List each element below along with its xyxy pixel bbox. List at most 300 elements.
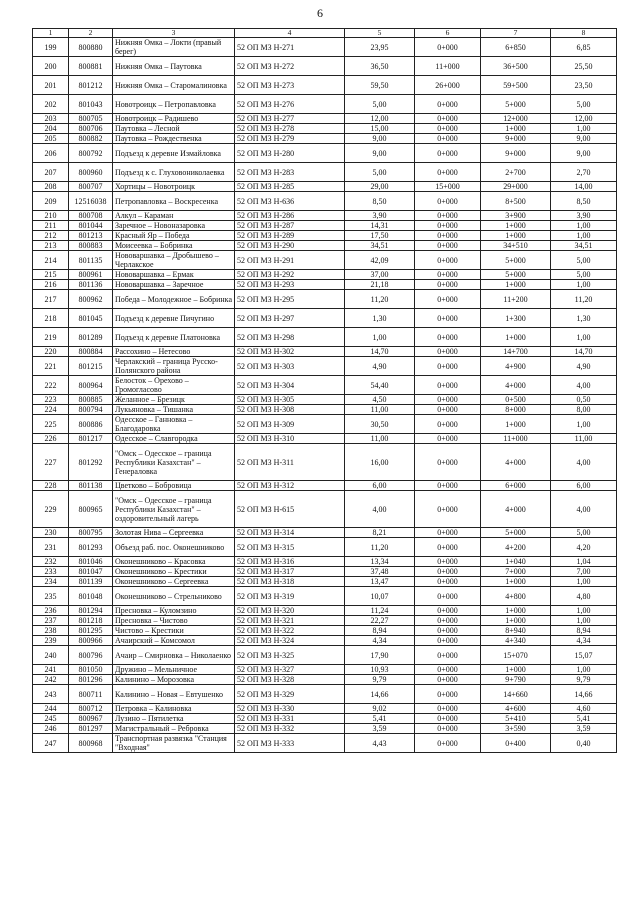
road-code: 52 ОП МЗ Н-318: [235, 577, 345, 587]
road-name: Магистральный – Ребровка: [113, 724, 235, 734]
road-id: 801045: [69, 309, 113, 328]
row-index: 208: [33, 182, 69, 192]
segment-length: 0,50: [551, 395, 617, 405]
road-code: 52 ОП МЗ Н-325: [235, 646, 345, 665]
road-id: 800711: [69, 685, 113, 704]
end-km: 1+000: [481, 616, 551, 626]
row-index: 215: [33, 270, 69, 280]
row-index: 242: [33, 675, 69, 685]
end-km: 4+200: [481, 538, 551, 557]
total-length: 8,21: [345, 528, 415, 538]
road-id: 801046: [69, 557, 113, 567]
road-id: 800706: [69, 124, 113, 134]
table-row: [33, 734, 617, 753]
segment-length: 1,30: [551, 309, 617, 328]
road-name: Золотая Нива – Сергеевка: [113, 528, 235, 538]
end-km: 14+660: [481, 685, 551, 704]
road-code: 52 ОП МЗ Н-315: [235, 538, 345, 557]
road-id: 801212: [69, 76, 113, 95]
end-km: 4+600: [481, 704, 551, 714]
segment-length: 4,00: [551, 444, 617, 481]
road-name: Паутовка – Лесной: [113, 124, 235, 134]
road-name: Заречное – Новоназаровка: [113, 221, 235, 231]
row-index: 212: [33, 231, 69, 241]
row-index: 217: [33, 290, 69, 309]
row-index: 228: [33, 481, 69, 491]
start-km: 0+000: [415, 577, 481, 587]
road-id: 800712: [69, 704, 113, 714]
segment-length: 14,00: [551, 182, 617, 192]
total-length: 22,27: [345, 616, 415, 626]
row-index: 211: [33, 221, 69, 231]
road-id: 801138: [69, 481, 113, 491]
total-length: 17,90: [345, 646, 415, 665]
row-index: 202: [33, 95, 69, 114]
start-km: 11+000: [415, 57, 481, 76]
road-name: Моисеевка – Бобринка: [113, 241, 235, 251]
road-id: 801289: [69, 328, 113, 347]
road-id: 801136: [69, 280, 113, 290]
road-code: 52 ОП МЗ Н-273: [235, 76, 345, 95]
end-km: 4+000: [481, 376, 551, 395]
road-name: Оконешниково – Крестики: [113, 567, 235, 577]
road-code: 52 ОП МЗ Н-329: [235, 685, 345, 704]
row-index: 226: [33, 434, 69, 444]
end-km: 4+800: [481, 587, 551, 606]
start-km: 0+000: [415, 675, 481, 685]
road-id: 800881: [69, 57, 113, 76]
road-name: Рассохино – Нетесово: [113, 347, 235, 357]
table-row: [33, 587, 617, 606]
road-name: "Омск – Одесское – граница Республики Казахстан" – Генераловка: [113, 444, 235, 481]
table-row: [33, 704, 617, 714]
road-id: 801217: [69, 434, 113, 444]
road-code: 52 ОП МЗ Н-290: [235, 241, 345, 251]
end-km: 5+000: [481, 270, 551, 280]
road-id: 800885: [69, 395, 113, 405]
end-km: 7+000: [481, 567, 551, 577]
table-row: [33, 134, 617, 144]
segment-length: 8,94: [551, 626, 617, 636]
table-row: [33, 182, 617, 192]
segment-length: 4,00: [551, 376, 617, 395]
end-km: 1+000: [481, 577, 551, 587]
road-name: Одесское – Ганновка – Благодаровка: [113, 415, 235, 434]
table-row: [33, 309, 617, 328]
road-code: 52 ОП МЗ Н-289: [235, 231, 345, 241]
start-km: 0+000: [415, 528, 481, 538]
road-name: Чистово – Крестики: [113, 626, 235, 636]
segment-length: 1,00: [551, 415, 617, 434]
row-index: 235: [33, 587, 69, 606]
row-index: 224: [33, 405, 69, 415]
row-index: 234: [33, 577, 69, 587]
road-name: Паутовка – Рождественка: [113, 134, 235, 144]
total-length: 13,34: [345, 557, 415, 567]
road-code: 52 ОП МЗ Н-314: [235, 528, 345, 538]
road-id: 800961: [69, 270, 113, 280]
table-row: [33, 144, 617, 163]
total-length: 30,50: [345, 415, 415, 434]
road-name: Лузино – Пятилетка: [113, 714, 235, 724]
road-name: Нижняя Омка – Локти (правый берег): [113, 38, 235, 57]
total-length: 14,70: [345, 347, 415, 357]
start-km: 0+000: [415, 376, 481, 395]
road-name: Калинино – Новая – Евтушенко: [113, 685, 235, 704]
road-code: 52 ОП МЗ Н-328: [235, 675, 345, 685]
column-number-row: [33, 29, 617, 38]
road-code: 52 ОП МЗ Н-287: [235, 221, 345, 231]
column-header-5: 5: [345, 29, 415, 38]
road-id: 800792: [69, 144, 113, 163]
road-code: 52 ОП МЗ Н-305: [235, 395, 345, 405]
row-index: 221: [33, 357, 69, 376]
road-id: 800880: [69, 38, 113, 57]
road-name: Калинино – Морозовка: [113, 675, 235, 685]
road-id: 800886: [69, 415, 113, 434]
segment-length: 5,00: [551, 251, 617, 270]
row-index: 222: [33, 376, 69, 395]
segment-length: 1,00: [551, 328, 617, 347]
end-km: 4+340: [481, 636, 551, 646]
road-id: 801044: [69, 221, 113, 231]
road-code: 52 ОП МЗ Н-295: [235, 290, 345, 309]
column-header-4: 4: [235, 29, 345, 38]
road-name: Подъезд к деревне Измайловка: [113, 144, 235, 163]
total-length: 42,09: [345, 251, 415, 270]
total-length: 1,30: [345, 309, 415, 328]
total-length: 23,95: [345, 38, 415, 57]
segment-length: 2,70: [551, 163, 617, 182]
table-row: [33, 685, 617, 704]
end-km: 1+000: [481, 328, 551, 347]
total-length: 37,48: [345, 567, 415, 577]
segment-length: 12,00: [551, 114, 617, 124]
start-km: 0+000: [415, 444, 481, 481]
row-index: 241: [33, 665, 69, 675]
road-code: 52 ОП МЗ Н-321: [235, 616, 345, 626]
road-code: 52 ОП МЗ Н-280: [235, 144, 345, 163]
road-id: 800705: [69, 114, 113, 124]
road-name: "Омск – Одесское – граница Республики Казахстан" – оздоровительный лагерь: [113, 491, 235, 528]
row-index: 218: [33, 309, 69, 328]
end-km: 34+510: [481, 241, 551, 251]
end-km: 9+000: [481, 144, 551, 163]
start-km: 0+000: [415, 231, 481, 241]
end-km: 4+900: [481, 357, 551, 376]
column-header-3: 3: [113, 29, 235, 38]
road-id: 12516038: [69, 192, 113, 211]
total-length: 5,41: [345, 714, 415, 724]
segment-length: 8,50: [551, 192, 617, 211]
segment-length: 9,79: [551, 675, 617, 685]
road-code: 52 ОП МЗ Н-271: [235, 38, 345, 57]
table-row: [33, 124, 617, 134]
row-index: 233: [33, 567, 69, 577]
segment-length: 9,00: [551, 144, 617, 163]
total-length: 3,59: [345, 724, 415, 734]
road-id: 801296: [69, 675, 113, 685]
road-code: 52 ОП МЗ Н-285: [235, 182, 345, 192]
segment-length: 23,50: [551, 76, 617, 95]
table-row: [33, 557, 617, 567]
table-row: [33, 405, 617, 415]
total-length: 13,47: [345, 577, 415, 587]
segment-length: 4,80: [551, 587, 617, 606]
table-row: [33, 616, 617, 626]
end-km: 6+000: [481, 481, 551, 491]
segment-length: 4,60: [551, 704, 617, 714]
table-row: [33, 636, 617, 646]
table-row: [33, 57, 617, 76]
road-name: Нововаршавка – Дробышево – Черлакское: [113, 251, 235, 270]
segment-length: 5,41: [551, 714, 617, 724]
table-row: [33, 328, 617, 347]
row-index: 238: [33, 626, 69, 636]
table-row: [33, 626, 617, 636]
end-km: 29+000: [481, 182, 551, 192]
road-id: 800960: [69, 163, 113, 182]
table-row: [33, 491, 617, 528]
road-code: 52 ОП МЗ Н-297: [235, 309, 345, 328]
row-index: 199: [33, 38, 69, 57]
start-km: 0+000: [415, 724, 481, 734]
segment-length: 1,00: [551, 221, 617, 231]
end-km: 5+000: [481, 95, 551, 114]
start-km: 0+000: [415, 626, 481, 636]
segment-length: 9,00: [551, 134, 617, 144]
table-row: [33, 76, 617, 95]
start-km: 0+000: [415, 134, 481, 144]
total-length: 59,50: [345, 76, 415, 95]
start-km: 15+000: [415, 182, 481, 192]
table-row: [33, 481, 617, 491]
total-length: 4,50: [345, 395, 415, 405]
road-register-table: [32, 28, 617, 753]
table-row: [33, 95, 617, 114]
row-index: 213: [33, 241, 69, 251]
row-index: 246: [33, 724, 69, 734]
start-km: 0+000: [415, 95, 481, 114]
road-name: Ачаир – Смирновка – Николаенко: [113, 646, 235, 665]
road-code: 52 ОП МЗ Н-291: [235, 251, 345, 270]
end-km: 12+000: [481, 114, 551, 124]
row-index: 229: [33, 491, 69, 528]
start-km: 0+000: [415, 241, 481, 251]
table-row: [33, 38, 617, 57]
road-code: 52 ОП МЗ Н-277: [235, 114, 345, 124]
start-km: 0+000: [415, 221, 481, 231]
end-km: 1+000: [481, 665, 551, 675]
end-km: 1+000: [481, 280, 551, 290]
end-km: 9+790: [481, 675, 551, 685]
table-row: [33, 415, 617, 434]
end-km: 4+000: [481, 444, 551, 481]
start-km: 0+000: [415, 636, 481, 646]
segment-length: 1,00: [551, 577, 617, 587]
end-km: 3+590: [481, 724, 551, 734]
start-km: 0+000: [415, 251, 481, 270]
road-name: Хортицы – Новотроицк: [113, 182, 235, 192]
total-length: 4,00: [345, 491, 415, 528]
start-km: 0+000: [415, 290, 481, 309]
road-code: 52 ОП МЗ Н-279: [235, 134, 345, 144]
road-name: Пресновка – Чистово: [113, 616, 235, 626]
end-km: 1+000: [481, 231, 551, 241]
table-row: [33, 538, 617, 557]
table-row: [33, 290, 617, 309]
road-code: 52 ОП МЗ Н-292: [235, 270, 345, 280]
end-km: 36+500: [481, 57, 551, 76]
end-km: 1+000: [481, 221, 551, 231]
row-index: 200: [33, 57, 69, 76]
start-km: 0+000: [415, 357, 481, 376]
start-km: 0+000: [415, 163, 481, 182]
end-km: 1+300: [481, 309, 551, 328]
total-length: 4,34: [345, 636, 415, 646]
road-id: 800708: [69, 211, 113, 221]
end-km: 0+400: [481, 734, 551, 753]
road-code: 52 ОП МЗ Н-333: [235, 734, 345, 753]
road-name: Нововаршавка – Ермак: [113, 270, 235, 280]
total-length: 9,02: [345, 704, 415, 714]
start-km: 0+000: [415, 714, 481, 724]
road-id: 800966: [69, 636, 113, 646]
road-id: 801215: [69, 357, 113, 376]
road-code: 52 ОП МЗ Н-332: [235, 724, 345, 734]
column-header-2: 2: [69, 29, 113, 38]
start-km: 0+000: [415, 415, 481, 434]
row-index: 247: [33, 734, 69, 753]
road-code: 52 ОП МЗ Н-317: [235, 567, 345, 577]
road-id: 801297: [69, 724, 113, 734]
row-index: 239: [33, 636, 69, 646]
road-code: 52 ОП МЗ Н-286: [235, 211, 345, 221]
end-km: 8+500: [481, 192, 551, 211]
road-id: 800965: [69, 491, 113, 528]
segment-length: 15,07: [551, 646, 617, 665]
road-name: Подъезд к деревне Пичугино: [113, 309, 235, 328]
total-length: 5,00: [345, 163, 415, 182]
road-code: 52 ОП МЗ Н-636: [235, 192, 345, 211]
road-id: 800882: [69, 134, 113, 144]
segment-length: 14,70: [551, 347, 617, 357]
row-index: 214: [33, 251, 69, 270]
start-km: 0+000: [415, 124, 481, 134]
end-km: 6+850: [481, 38, 551, 57]
segment-length: 3,59: [551, 724, 617, 734]
start-km: 0+000: [415, 347, 481, 357]
table-row: [33, 395, 617, 405]
end-km: 3+900: [481, 211, 551, 221]
segment-length: 8,00: [551, 405, 617, 415]
end-km: 5+410: [481, 714, 551, 724]
start-km: 0+000: [415, 270, 481, 280]
total-length: 11,00: [345, 405, 415, 415]
table-row: [33, 577, 617, 587]
road-name: Объезд раб. пос. Оконешниково: [113, 538, 235, 557]
end-km: 1+000: [481, 415, 551, 434]
road-code: 52 ОП МЗ Н-330: [235, 704, 345, 714]
road-id: 800884: [69, 347, 113, 357]
road-id: 801293: [69, 538, 113, 557]
start-km: 0+000: [415, 328, 481, 347]
total-length: 54,40: [345, 376, 415, 395]
row-index: 205: [33, 134, 69, 144]
segment-length: 25,50: [551, 57, 617, 76]
total-length: 8,50: [345, 192, 415, 211]
segment-length: 1,00: [551, 280, 617, 290]
row-index: 236: [33, 606, 69, 616]
start-km: 0+000: [415, 587, 481, 606]
road-id: 801043: [69, 95, 113, 114]
row-index: 216: [33, 280, 69, 290]
table-row: [33, 221, 617, 231]
road-name: Пресновка – Куломзино: [113, 606, 235, 616]
column-header-7: 7: [481, 29, 551, 38]
end-km: 1+000: [481, 606, 551, 616]
segment-length: 1,00: [551, 231, 617, 241]
start-km: 0+000: [415, 395, 481, 405]
table-row: [33, 357, 617, 376]
start-km: 0+000: [415, 481, 481, 491]
page-number: 6: [317, 6, 323, 20]
row-index: 223: [33, 395, 69, 405]
road-id: 801295: [69, 626, 113, 636]
road-id: 800707: [69, 182, 113, 192]
segment-length: 1,00: [551, 606, 617, 616]
start-km: 0+000: [415, 538, 481, 557]
road-id: 800883: [69, 241, 113, 251]
road-name: Подъезд к деревне Платоновка: [113, 328, 235, 347]
road-name: Новотроицк – Радишево: [113, 114, 235, 124]
start-km: 0+000: [415, 734, 481, 753]
road-code: 52 ОП МЗ Н-316: [235, 557, 345, 567]
row-index: 219: [33, 328, 69, 347]
road-id: 800964: [69, 376, 113, 395]
segment-length: 3,90: [551, 211, 617, 221]
column-header-6: 6: [415, 29, 481, 38]
total-length: 17,50: [345, 231, 415, 241]
road-id: 801139: [69, 577, 113, 587]
total-length: 1,00: [345, 328, 415, 347]
road-id: 800795: [69, 528, 113, 538]
total-length: 4,90: [345, 357, 415, 376]
table-row: [33, 376, 617, 395]
road-code: 52 ОП МЗ Н-320: [235, 606, 345, 616]
end-km: 9+000: [481, 134, 551, 144]
start-km: 0+000: [415, 665, 481, 675]
road-name: Дружино – Мельничное: [113, 665, 235, 675]
segment-length: 34,51: [551, 241, 617, 251]
total-length: 11,00: [345, 434, 415, 444]
total-length: 12,00: [345, 114, 415, 124]
row-index: 231: [33, 538, 69, 557]
road-code: 52 ОП МЗ Н-304: [235, 376, 345, 395]
segment-length: 11,00: [551, 434, 617, 444]
start-km: 0+000: [415, 491, 481, 528]
start-km: 0+000: [415, 616, 481, 626]
segment-length: 4,90: [551, 357, 617, 376]
segment-length: 5,00: [551, 270, 617, 280]
segment-length: 1,00: [551, 616, 617, 626]
road-name: Петровка – Калиновка: [113, 704, 235, 714]
segment-length: 5,00: [551, 528, 617, 538]
row-index: 244: [33, 704, 69, 714]
table-row: [33, 241, 617, 251]
end-km: 59+500: [481, 76, 551, 95]
road-name: Оконешниково – Стрельниково: [113, 587, 235, 606]
